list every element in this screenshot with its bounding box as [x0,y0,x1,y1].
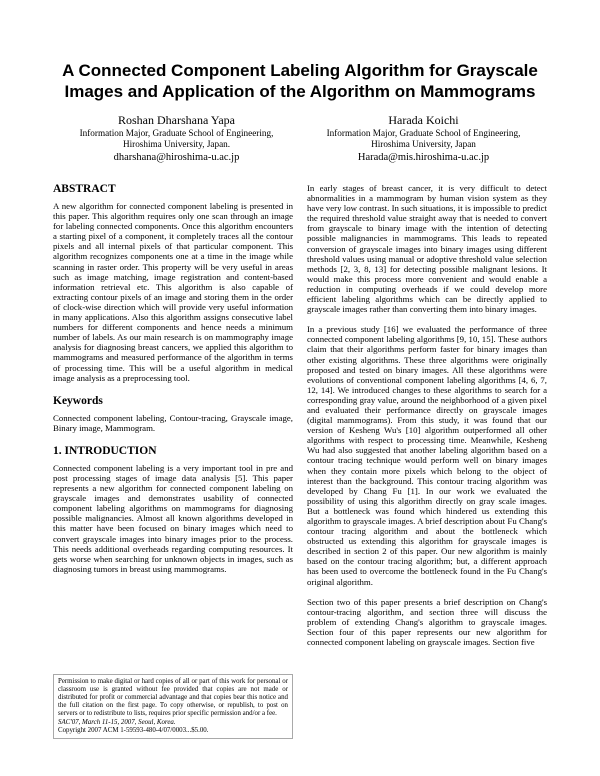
author-email: dharshana@hiroshima-u.ac.jp [113,152,240,163]
author-block-right [300,113,547,164]
conference-line: SAC'07, March 11-15, 2007, Seoul, Korea. [58,718,176,726]
intro-paragraph-3: Section two of this paper presents a brief description on Chang's contour-tracing algorithm, and section three will discuss the problem of extending Chang's algorithm to grayscale images. Section four of this paper represents our new algorithm for connected component labeling on grayscale images. Section five [307,596,547,648]
paper-title: A Connected Component Labeling Algorithm for Grayscale Images and Application of the Algorithm on Mammograms [62,61,538,101]
author-affiliation-line1: Information Major, Graduate School of Engineering, [326,128,521,138]
intro-paragraph-2: In a previous study [16] we evaluated the performance of three connected component labeling algorithms [9, 10, 15]. These authors claim that their algorithms perform faster for binary images than other existing algorithms. These three algorithms were originally proposed and tested on binary images. All these algorithms were evolutions of conventional component labeling algorithms [4, 6, 7, 12, 14]. We introduced changes to these algorithms to search for a corresponding gray value, around the neighborhood of a given pixel and evaluated their performance directly on grayscale images (digital mammograms). From this study, it was found that our version of Kesheng Wu's [10] algorithm outperformed all other algorithms with respect to processing time. Meanwhile, Kesheng Wu had also suggested that another labeling algorithm based on a contour tracing technique would perform well on binary images when they contain more pixels which belong to the object of interest than the background. This contour tracing algorithm was developed by Chang Fu [1]. In our work we evaluated the possibility of using this algorithm directly on gray scale images. But a bottleneck was found which hindered us extending this algorithm to grayscale images. A brief description about Fu Chang's contour tracing algorithm and about the bottleneck which obstructed us extending this algorithm for grayscale images is described in section 2 of this paper. Our new algorithm is mainly based on the contour tracing algorithm; but, a different approach has been used to overcome the bottleneck found in the Fu Chang's original algorithm. [307,324,547,587]
abstract-text: A new algorithm for connected component labeling is presented in this paper. This algorithm requires only one scan through an image for labeling connected components. Once this algorithm encounters a starting pixel of a component, it completely traces all the contour pixels and all internal pixels of that particular component. This algorithm recognizes components one at a time in the image while scanning in raster order. This property will be very useful in areas such as image matching, image registration and content-based information retrieval etc. This algorithm is also capable of extracting contour pixels of an image and storing them in the order of clock-wise direction which will provide very useful information in many applications. Also this algorithm assigns consecutive label numbers for different components and hence needs a minimum number of labels. As our main research is on mammography image analysis for diagnosing breast cancers, we applied this algorithm to mammograms and measured performance of the algorithm in terms of processing time. This will be a useful algorithm in medical image analysis as a preprocessing tool. [53,201,293,383]
abstract-heading: ABSTRACT [53,183,116,195]
copyright-notice-box [53,674,293,739]
author-affiliation-line2: Hiroshima University, Japan. [122,139,231,149]
copyright-line: Copyright 2007 ACM 1-59593-480-4/07/0003...$5.00. [58,726,209,734]
keywords-text: Connected component labeling, Contour-tracing, Grayscale image, Binary image, Mammogram. [53,412,293,433]
permission-text: Permission to make digital or hard copies of all or part of this work for personal or classroom use is granted without fee provided that copies are not made or distributed for profit or commercial advantage and that copies bear this notice and the full citation on the first page. To copy otherwise, or republish, to post on servers or to redistribute to lists, requires prior specific permission and/or a fee. [58,677,288,718]
intro-paragraph-1: In early stages of breast cancer, it is very difficult to detect abnormalities in a mammogram by human vision system as they have very low contrast. In such situations, it is impossible to predict the required threshold value straight away that is needed to convert from grayscale to binary image with the intention of detecting possible malignancies in mammograms. This leads to repeated conversion of grayscale images into binary images using different threshold values using manual or adoptive threshold value selection methods [2, 3, 8, 13] for detecting possible malignant lesions. It would make this process more convenient and would enable a reduction in computing overheads if we could develop more efficient labeling algorithms which can be directly applied to grayscale images rather than converting them into binary images. [307,183,547,315]
author-name: Roshan Dharshana Yapa [118,113,235,127]
left-column [53,183,293,739]
right-column [307,183,547,739]
introduction-text: Connected component labeling is a very important tool in pre and post processing stages of image data analysis [5]. This paper represents a new algorithm for connected component labeling on grayscale images and demonstrates usability of connected component labeling algorithms on mammograms for diagnosing possible malignancies. Almost all known algorithms developed in this matter have been focused on binary images which need to convert grayscale images into binary images prior to the process. This needs additional overheads regarding computing resources. It gets worse when searching for unknown objects in images, such as diagnosing tumors in breast using mammograms. [53,462,293,574]
author-block-left [53,113,300,164]
keywords-heading: Keywords [53,394,103,407]
introduction-heading: 1. INTRODUCTION [53,444,157,457]
author-email: Harada@mis.hiroshima-u.ac.jp [357,152,490,163]
author-affiliation-line1: Information Major, Graduate School of Engineering, [79,128,274,138]
author-row [53,113,547,164]
author-name: Harada Koichi [388,113,459,127]
two-column-body [53,183,547,739]
author-affiliation-line2: Hiroshima University, Japan [371,139,476,149]
